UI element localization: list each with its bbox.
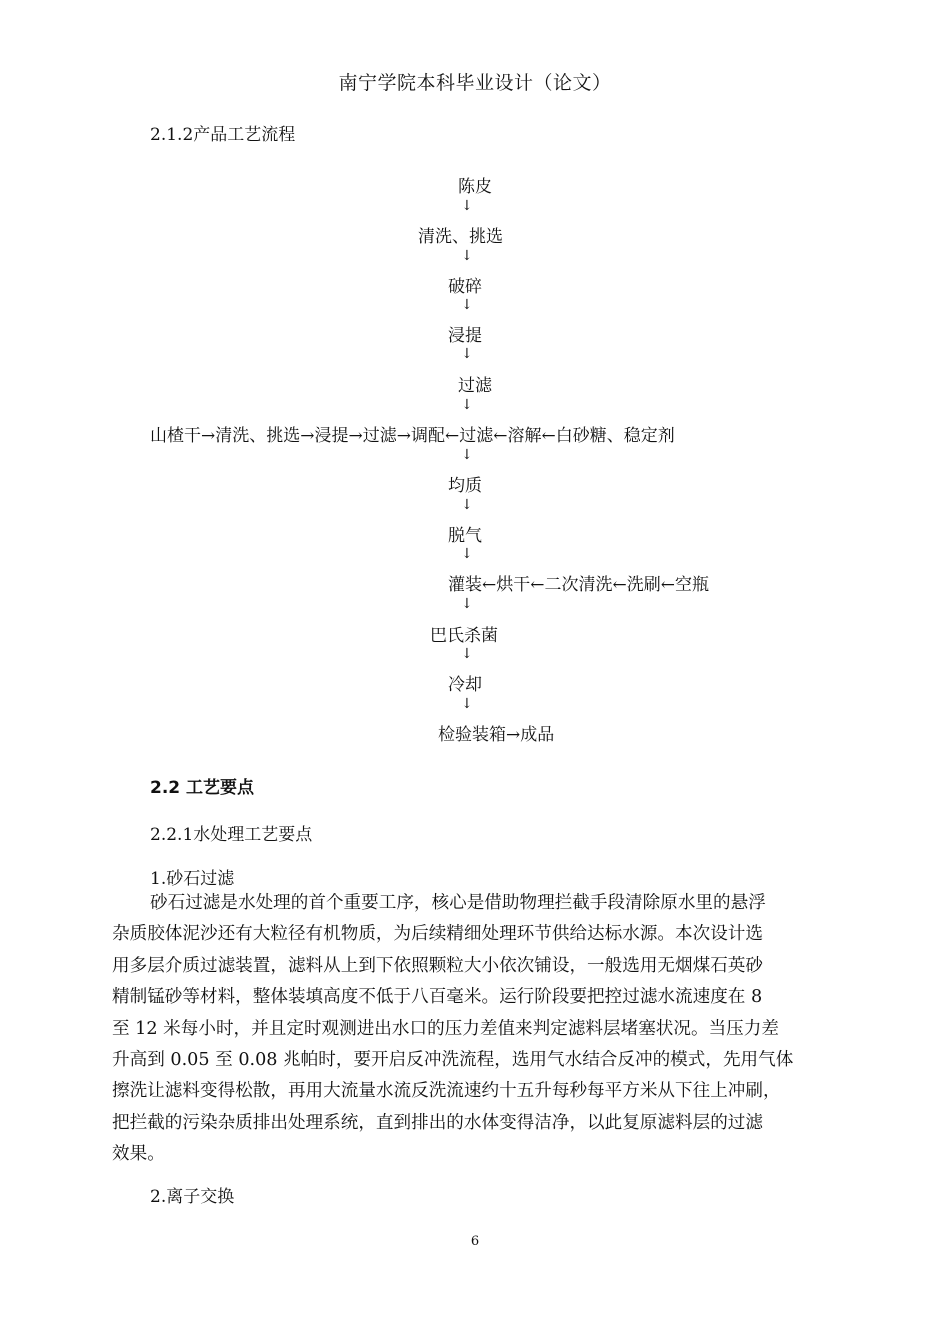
flow-arrow-9: ↓	[461, 596, 473, 612]
flow-row-guanzhuang: 灌装←烘干←二次清洗←洗刷←空瓶	[448, 575, 709, 595]
flow-arrow-10: ↓	[461, 646, 473, 662]
paragraph-line: 效果。	[112, 1144, 165, 1165]
flow-node-lengque: 冷却	[448, 675, 482, 695]
flow-node-qingxi: 清洗、挑选	[418, 227, 503, 247]
paragraph-line: 至 12 米每小时，并且定时观测进出水口的压力差值来判定滤料层堵塞状况。当压力差	[112, 1018, 779, 1039]
flow-row-tiaopei: 山楂干→清洗、挑选→浸提→过滤→调配←过滤←溶解←白砂糖、稳定剂	[150, 426, 675, 446]
flow-node-shajun: 巴氏杀菌	[430, 626, 498, 646]
paragraph-line: 把拦截的污染杂质排出处理系统，直到排出的水体变得洁净，以此复原滤料层的过滤	[112, 1112, 763, 1133]
page-header-title: 南宁学院本科毕业设计（论文）	[338, 72, 612, 94]
flow-node-chengpin: 检验装箱→成品	[438, 725, 555, 745]
flow-arrow-3: ↓	[461, 297, 473, 313]
flow-arrow-8: ↓	[461, 546, 473, 562]
flow-node-jinti: 浸提	[448, 326, 482, 346]
paragraph-line: 擦洗让滤料变得松散，再用大流量水流反洗流速约十五升每秒每平方米从下往上冲刷，	[112, 1081, 781, 1102]
flow-arrow-5: ↓	[461, 397, 473, 413]
flow-arrow-11: ↓	[461, 696, 473, 712]
item-title-1: 1.砂石过滤	[150, 869, 235, 889]
paragraph-line: 升高到 0.05 至 0.08 兆帕时，要开启反冲洗流程，选用气水结合反冲的模式，先用气体	[112, 1050, 794, 1071]
section-heading-2-2-1: 2.2.1水处理工艺要点	[150, 825, 313, 845]
page-number: 6	[470, 1234, 480, 1249]
paragraph-line: 用多层介质过滤装置，滤料从上到下依照颗粒大小依次铺设，一般选用无烟煤石英砂	[112, 955, 763, 976]
flow-arrow-6: ↓	[461, 447, 473, 463]
paragraph-line: 砂石过滤是水处理的首个重要工序，核心是借助物理拦截手段清除原水里的悬浮	[150, 893, 766, 913]
flow-node-posui: 破碎	[448, 277, 482, 297]
paragraph-line: 精制锰砂等材料，整体装填高度不低于八百毫米。运行阶段要把控过滤水流速度在 8	[112, 987, 763, 1008]
flow-node-junzhi: 均质	[448, 476, 482, 496]
paragraph-line: 杂质胶体泥沙还有大粒径有机物质，为后续精细处理环节供给达标水源。本次设计选	[112, 924, 763, 945]
flow-node-chenpi: 陈皮	[458, 177, 492, 197]
flow-arrow-1: ↓	[461, 198, 473, 214]
flow-node-tuoqi: 脱气	[448, 526, 482, 546]
item-title-2: 2.离子交换	[150, 1187, 235, 1207]
body-paragraph	[112, 888, 842, 1171]
section-heading-2-1-2: 2.1.2产品工艺流程	[150, 125, 296, 145]
flow-arrow-4: ↓	[461, 346, 473, 362]
flow-arrow-7: ↓	[461, 497, 473, 513]
flow-node-guolv: 过滤	[458, 376, 492, 396]
flow-arrow-2: ↓	[461, 248, 473, 264]
section-heading-2-2: 2.2 工艺要点	[150, 778, 255, 798]
